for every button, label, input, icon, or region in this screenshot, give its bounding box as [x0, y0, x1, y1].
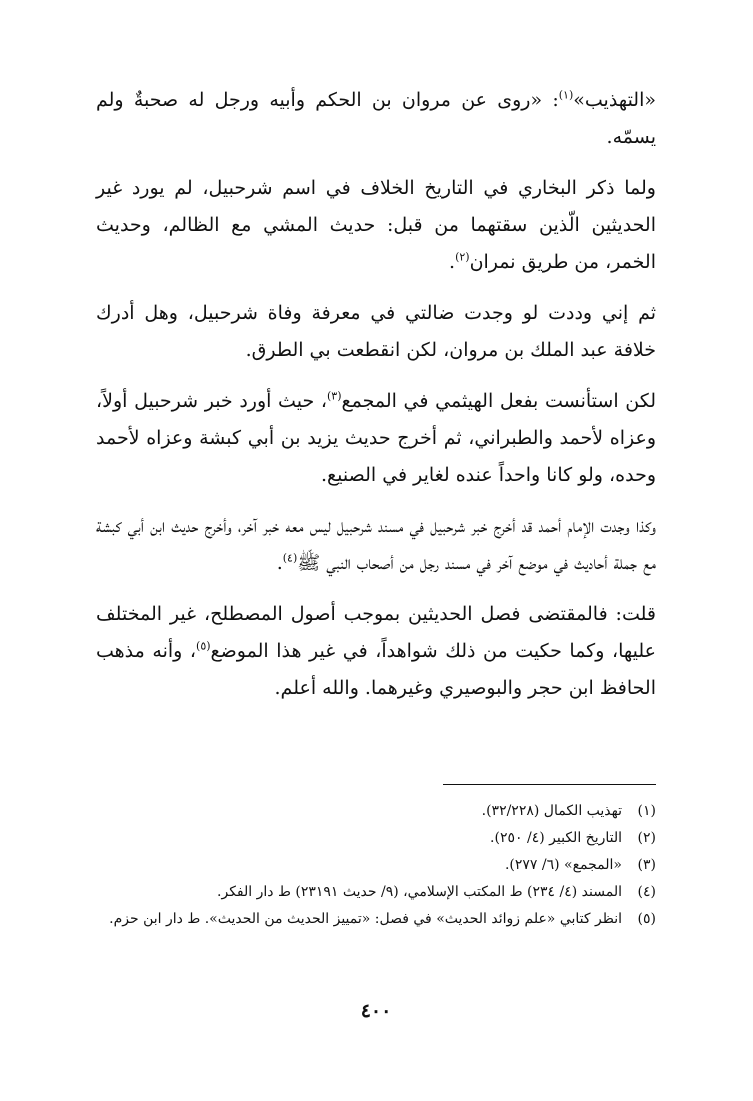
paragraph-text: ولما ذكر البخاري في التاريخ الخلاف في اسم شرحبيل، لم يورد غير الحديثين الّذين سقتهما من قبل: حديث المشي مع الظالم، وحديث الخمر، من طريق نمران [96, 177, 656, 273]
paragraph-text: «التهذيب» [573, 89, 656, 111]
paragraph-text: لكن استأنست بفعل الهيثمي في المجمع [341, 390, 656, 412]
footnote-number: (٢) [637, 830, 656, 846]
main-text [96, 82, 656, 721]
paragraph-text: . [449, 251, 456, 273]
footnote-text: انظر كتابي «علم زوائد الحديث» في فصل: «تمييز الحديث من الحديث». ط دار ابن حزم. [109, 911, 622, 927]
footnotes [96, 798, 656, 933]
footnote-text: تهذيب الكمال (٣٢/٢٢٨). [481, 803, 622, 819]
footnote-marker: (٣) [326, 389, 342, 403]
footnote-2 [96, 825, 656, 852]
paragraph-text: ، حيث أورد خبر شرحبيل أولاً، وعزاه لأحمد والطبراني، ثم أخرج حديث يزيد بن أبي كبشة وعزاه لأحمد وحده، ولو كانا واحداً عنده لغاير في الصنيع. [96, 390, 656, 486]
footnote-marker: (٤) [282, 551, 298, 565]
page-number: ٤٠٠ [360, 1000, 392, 1022]
footnote-3 [96, 852, 656, 879]
paragraph-text: ، وأنه مذهب الحافظ ابن حجر والبوصيري وغيرهما. والله أعلم. [96, 640, 656, 699]
footnote-number: (١) [637, 803, 656, 819]
paragraph-2 [96, 170, 656, 281]
paragraph-text: قلت: فالمقتضى فصل الحديثين بموجب أصول المصطلح، غير المختلف عليها، وكما حكيت من ذلك شواهداً، في غير هذا الموضع [96, 603, 657, 662]
paragraph-5 [96, 508, 656, 582]
book-page [96, 0, 656, 1101]
footnote-5 [96, 906, 656, 933]
paragraph-text: ثم إني وددت لو وجدت ضالتي في معرفة وفاة شرحبيل، وهل أدرك خلافة عبد الملك بن مروان، لكن انقطعت بي الطرق. [96, 302, 656, 361]
footnote-text: «المجمع» (٦/ ٢٧٧). [504, 857, 622, 873]
footnote-marker: (٥) [196, 639, 211, 653]
paragraph-6 [96, 596, 656, 707]
footnote-number: (٣) [637, 857, 656, 873]
footnote-marker: (١) [558, 88, 574, 102]
paragraph-1 [96, 82, 656, 156]
footnote-text: التاريخ الكبير (٤/ ٢٥٠). [490, 830, 622, 846]
footnote-marker: (٢) [455, 250, 470, 264]
footnote-text: المسند (٤/ ٢٣٤) ط المكتب الإسلامي، (٩/ حديث ٢٣١٩١) ط دار الفكر. [217, 884, 622, 900]
footnote-number: (٥) [637, 911, 656, 927]
paragraph-3 [96, 295, 656, 369]
paragraph-4 [96, 383, 656, 494]
paragraph-text: . [276, 552, 283, 574]
paragraph-text: وكذا وجدت الإمام أحمد قد أخرج خبر شرحبيل في مسند شرحبيل ليس معه خبر آخر، وأخرج حديث ابن أبي كبشة مع جملة أحاديث في موضع آخر في مسند رجل من أصحاب النبي ﷺ [96, 515, 656, 574]
footnote-number: (٤) [637, 884, 656, 900]
footnote-1 [96, 798, 656, 825]
paragraph-text: : «روى عن مروان بن الحكم وأبيه ورجل له صحبةٌ ولم يسمّه. [96, 89, 656, 148]
footnote-separator [443, 784, 656, 785]
footnote-4 [96, 879, 656, 906]
